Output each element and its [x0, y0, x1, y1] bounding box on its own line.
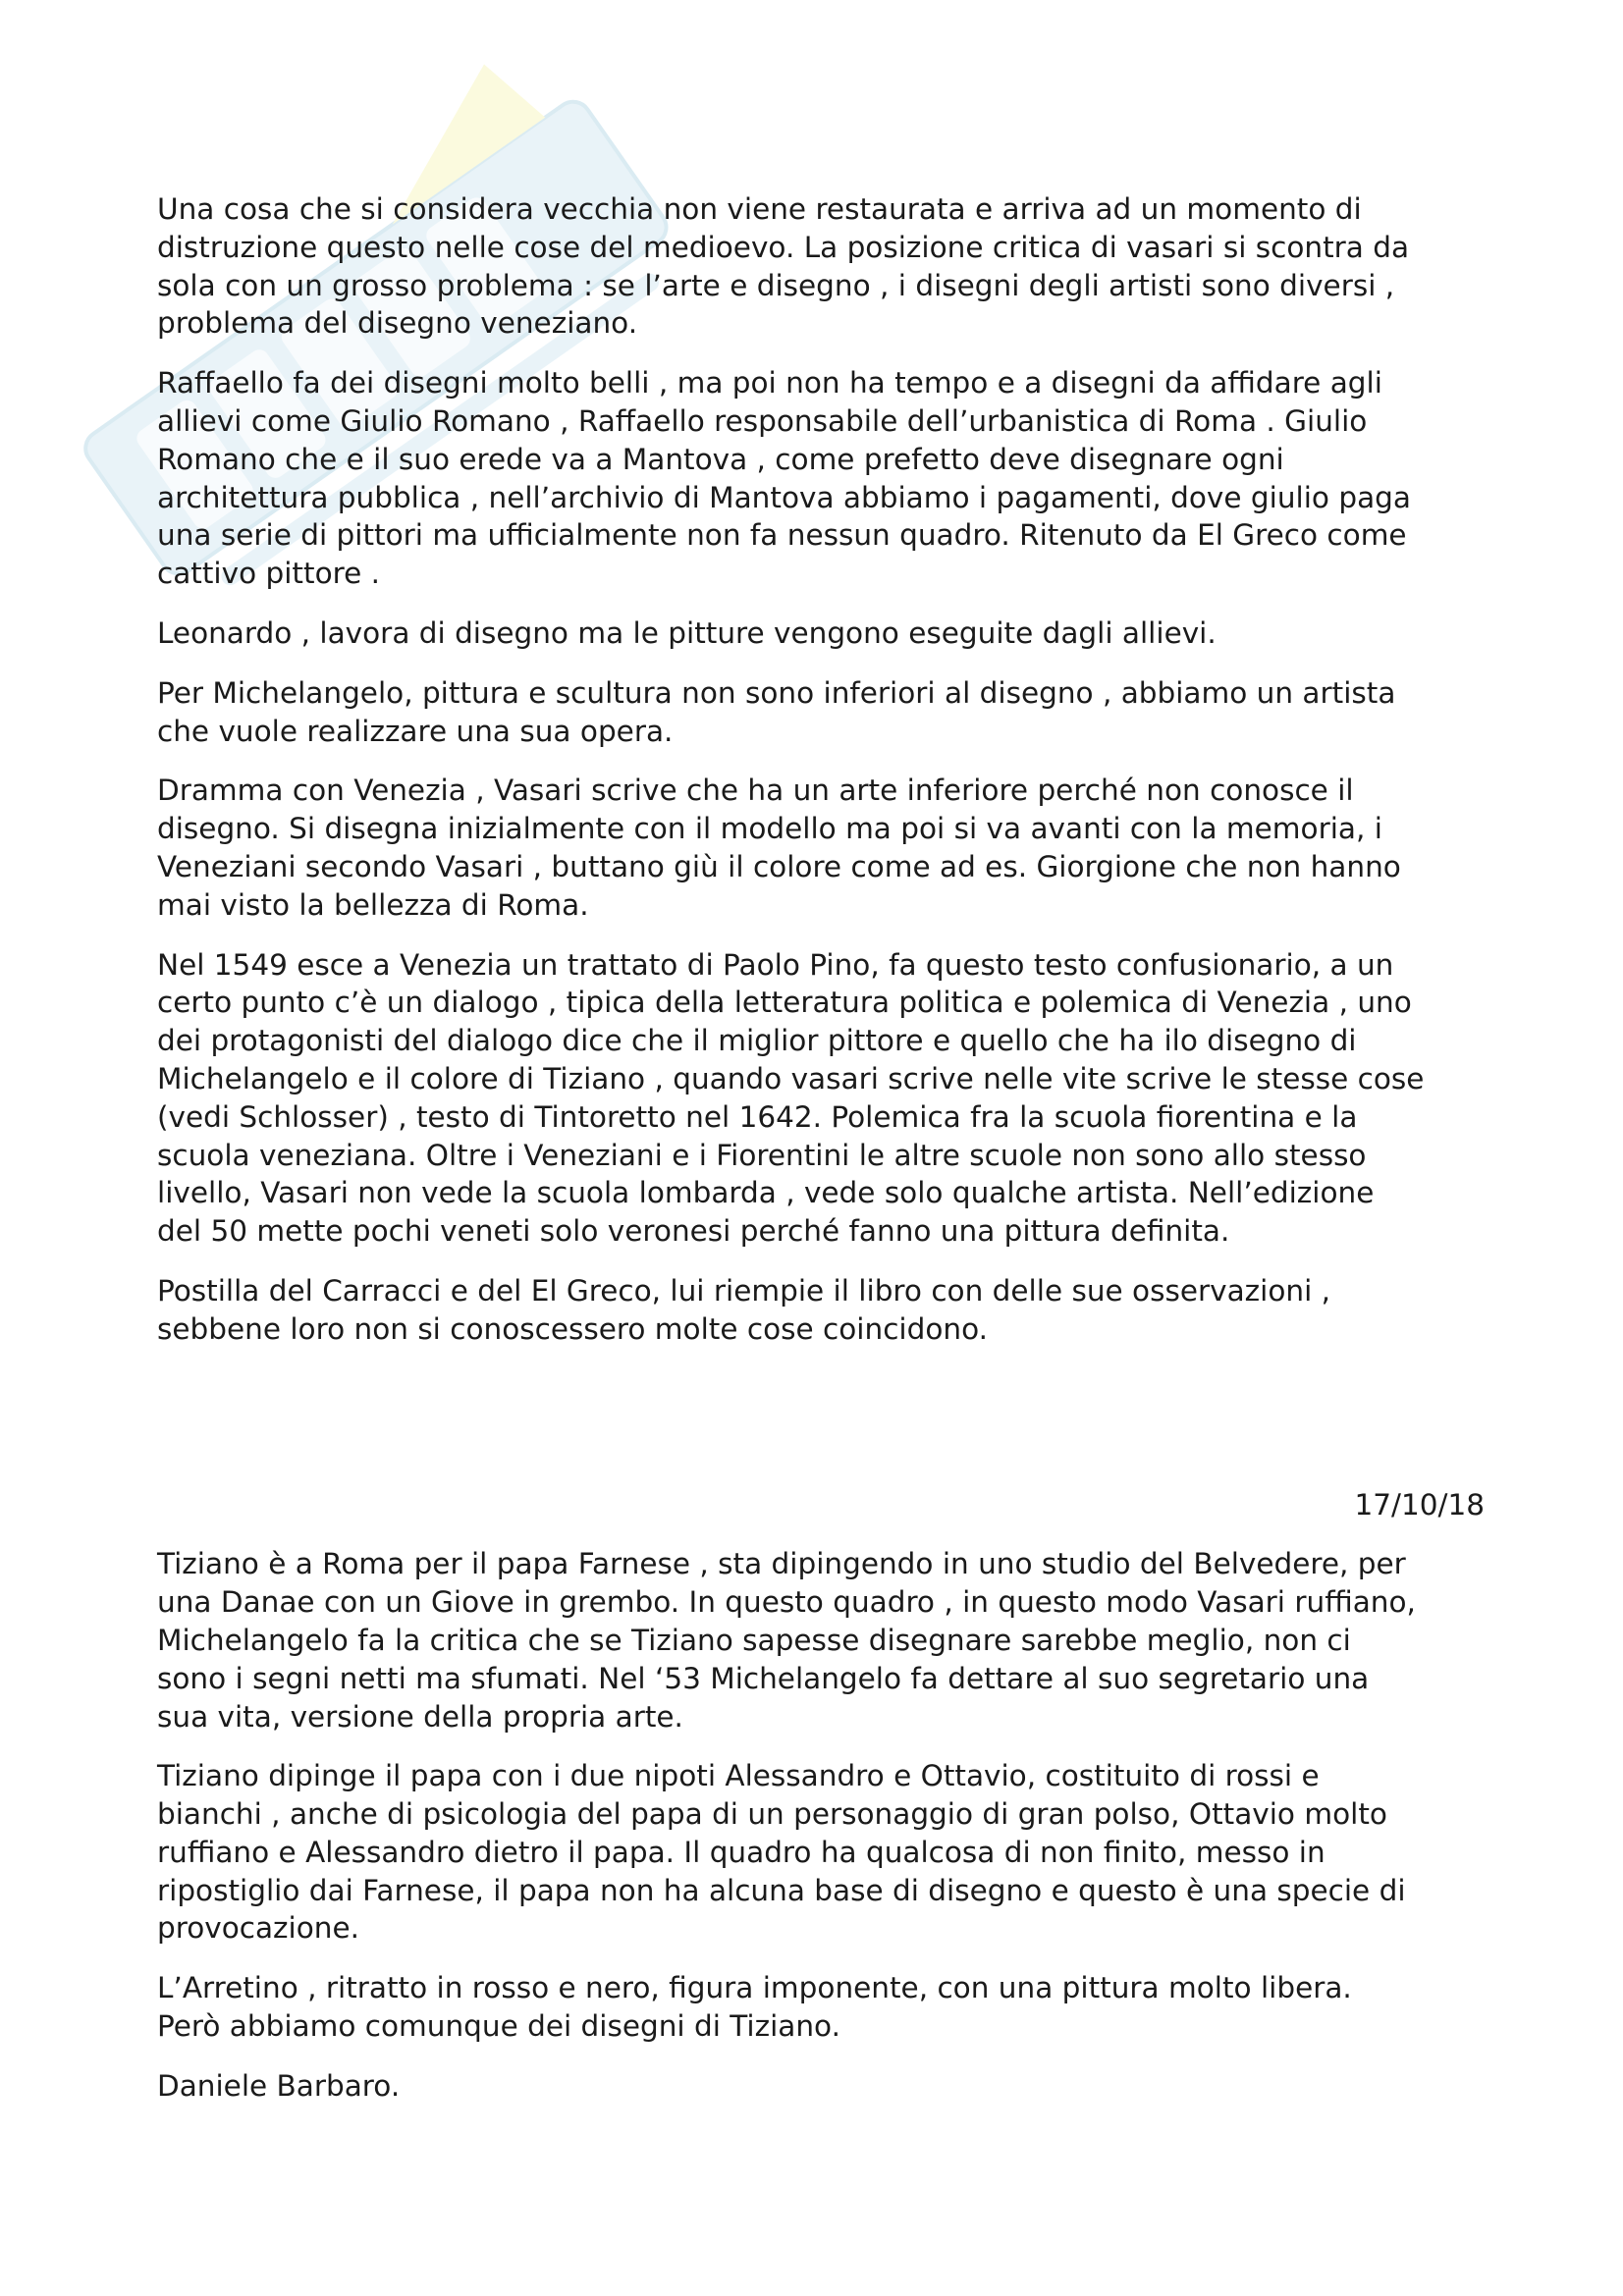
- paragraph: Tiziano dipinge il papa con i due nipoti Alessandro e Ottavio, costituito di rossi e bianchi , anche di psicologia del papa di un personaggio di gran polso, Ottavio molto ruffiano e Alessandro dietro il papa. Il quadro ha qualcosa di non finito, messo in ripostiglio dai Farnese, il papa non ha alcuna base di disegno e questo è una specie di provocazione.: [157, 1759, 1406, 1946]
- paragraph: Tiziano è a Roma per il papa Farnese , sta dipingendo in uno studio del Belvedere, per una Danae con un Giove in grembo. In questo quadro , in questo modo Vasari ruffiano, Michelangelo fa la critica che se Tiziano sapesse disegnare sarebbe meglio, non ci sono i segni netti ma sfumati. Nel ‘53 Michelangelo fa dettare al suo segretario una sua vita, versione della propria arte.: [157, 1547, 1416, 1734]
- lecture-date: 17/10/18: [1354, 1487, 1485, 1522]
- paragraph: Una cosa che si considera vecchia non viene restaurata e arriva ad un momento di distruzione questo nelle cose del medioevo. La posizione critica di vasari si scontra da sola con un grosso problema : se l’arte e disegno , i disegni degli artisti sono diversi , problema del disegno veneziano.: [157, 192, 1410, 341]
- document-body: [157, 190, 1485, 2127]
- paragraph: Daniele Barbaro.: [157, 2068, 401, 2103]
- paragraph: Postilla del Carracci e del El Greco, lui riempie il libro con delle sue osservazioni , sebbene loro non si conoscessero molte cose coincidono.: [157, 1273, 1331, 1346]
- paragraph: L’Arretino , ritratto in rosso e nero, figura imponente, con una pittura molto libera. Però abbiamo comunque dei disegni di Tiziano.: [157, 1971, 1352, 2044]
- paragraph: Nel 1549 esce a Venezia un trattato di Paolo Pino, fa questo testo confusionario, a un certo punto c’è un dialogo , tipica della letteratura politica e polemica di Venezia , uno dei protagonisti del dialogo dice che il miglior pittore e quello che ha ilo disegno di Michelangelo e il colore di Tiziano , quando vasari scrive nelle vite scrive le stesse cose (vedi Schlosser) , testo di Tintoretto nel 1642. Polemica fra la scuola fiorentina e la scuola veneziana. Oltre i Veneziani e i Fiorentini le altre scuole non sono allo stesso livello, Vasari non vede la scuola lombarda , vede solo qualche artista. Nell’edizione del 50 mette pochi veneti solo veronesi perché fanno una pittura definita.: [157, 947, 1425, 1249]
- section-spacer: [157, 1370, 1485, 1486]
- paragraph: Per Michelangelo, pittura e scultura non sono inferiori al disegno , abbiamo un artista che vuole realizzare una sua opera.: [157, 675, 1396, 748]
- paragraph: Leonardo , lavora di disegno ma le pitture vengono eseguite dagli allievi.: [157, 615, 1217, 650]
- section-1: [157, 190, 1485, 1349]
- paragraph: Dramma con Venezia , Vasari scrive che ha un arte inferiore perché non conosce il disegno. Si disegna inizialmente con il modello ma poi si va avanti con la memoria, i Veneziani secondo Vasari , buttano giù il colore come ad es. Giorgione che non hanno mai visto la bellezza di Roma.: [157, 774, 1401, 922]
- section-2: [157, 1486, 1485, 2106]
- paragraph: Raffaello fa dei disegni molto belli , ma poi non ha tempo e a disegni da affidare agli allievi come Giulio Romano , Raffaello responsabile dell’urbanistica di Roma . Giulio Romano che e il suo erede va a Mantova , come prefetto deve disegnare ogni architettura pubblica , nell’archivio di Mantova abbiamo i pagamenti, dove giulio paga una serie di pittori ma ufficialmente non fa nessun quadro. Ritenuto da El Greco come cattivo pittore .: [157, 366, 1411, 591]
